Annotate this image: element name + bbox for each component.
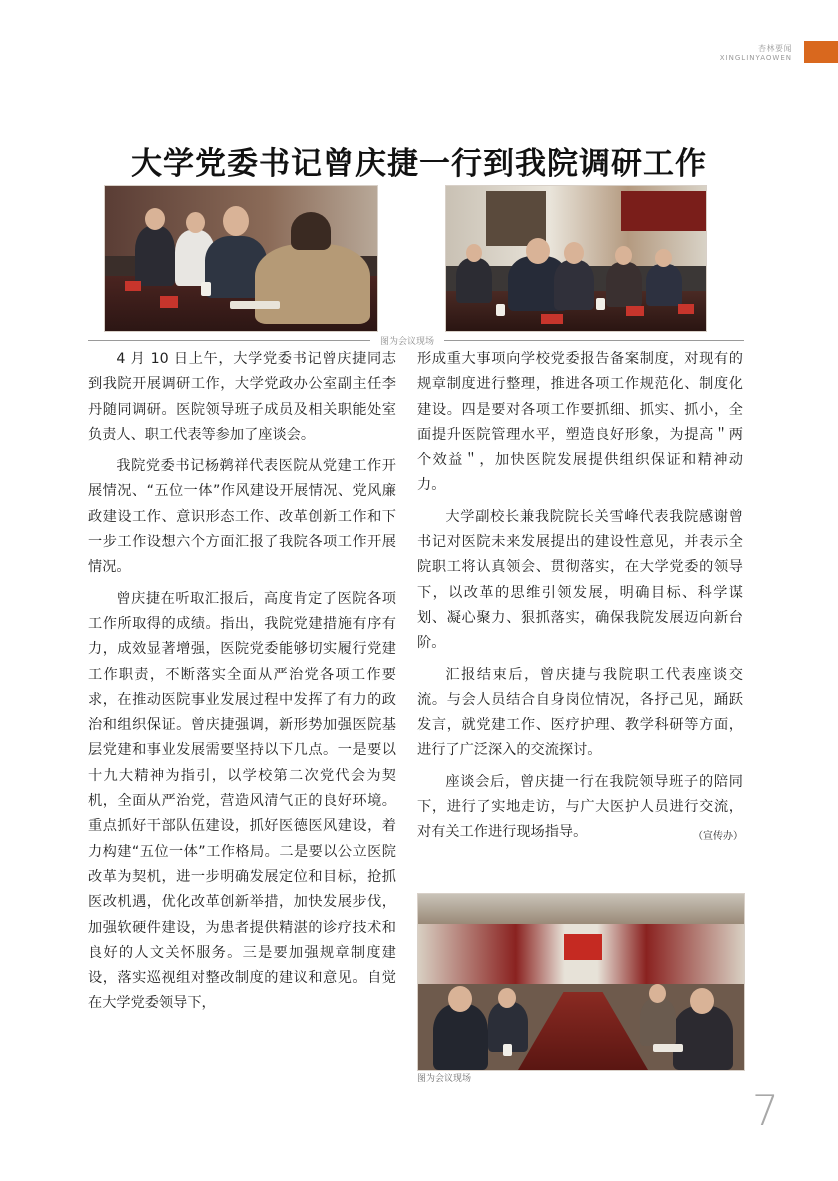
meeting-photo-bottom (417, 893, 745, 1071)
photo-caption-bottom: 图为会议现场 (417, 1074, 472, 1084)
paragraph (417, 770, 743, 846)
paragraph: 我院党委书记杨鹈祥代表医院从党建工作开展情况、“五位一体”作风建设开展情况、党风廉政建设工作、意识形态工作、改革创新工作和下一步工作设想六个方面汇报了我院各项工作开展情况。 (88, 458, 396, 576)
meeting-photo-right (445, 185, 707, 332)
paragraph-text: 座谈会后，曾庆捷一行在我院领导班子的陪同下，进行了实地走访，与广大医护人员进行交流，对有关工作进行现场指导。 (417, 773, 743, 841)
article-column-right (417, 347, 743, 850)
signature: （宣传办） (693, 831, 743, 843)
paragraph: 4 月 10 日上午，大学党委书记曾庆捷同志到我院开展调研工作，大学党政办公室副主任李丹随同调研。医院领导班子成员及相关职能处室负责人、职工代表等参加了座谈会。 (88, 351, 396, 443)
paragraph: 形成重大事项向学校党委报告备案制度，对现有的规章制度进行整理，推进各项工作规范化、制度化建设。四是要对各项工作要抓细、抓实、抓小，全面提升医院管理水平，塑造良好形象，为提高＂两个效益＂，加快医院发展提供组织保证和精神动力。 (417, 351, 743, 494)
article-title: 大学党委书记曾庆捷一行到我院调研工作 (131, 146, 707, 182)
magazine-name-en: XINGLINYAOWEN (719, 54, 792, 62)
page-number: 7 (752, 1086, 779, 1135)
article-column-left (88, 347, 396, 1023)
photo-caption-top: 图为会议现场 (379, 337, 434, 347)
header-accent-bar (804, 41, 838, 63)
magazine-name-zh: 杏林要闻 (758, 44, 792, 53)
caption-divider-left (88, 340, 370, 341)
paragraph: 曾庆捷在听取汇报后，高度肯定了医院各项工作所取得的成绩。指出，我院党建措施有序有力，成效显著增强，医院党委能够切实履行党建工作职责，不断落实全面从严治党各项工作要求，在推动医院事业发展过程中发挥了有力的政治和组织保证。曾庆捷强调，新形势加强医院基层党建和事业发展需要坚持以下几点。一是要以十九大精神为指引，以学校第二次党代会为契机，全面从严治党，营造风清气正的良好环境。重点抓好干部队伍建设，抓好医德医风建设，着力构建“五位一体”工作格局。二是要以公立医院改革为契机，进一步明确发展定位和目标，抢抓医改机遇，优化改革创新举措，加快发展步伐，加强软硬件建设，为患者提供精湛的诊疗技术和良好的人文关怀服务。三是要加强规章制度建设，落实巡视组对整改制度的建议和意见。自觉在大学党委领导下， (88, 590, 396, 1012)
paragraph: 大学副校长兼我院院长关雪峰代表我院感谢曾书记对医院未来发展提出的建设性意见，并表示全院职工将认真领会、贯彻落实，在大学党委的领导下，以改革的思维引领发展，明确目标、科学谋划、凝心聚力、狠抓落实，确保我院发展迈向新台阶。 (417, 508, 743, 652)
paragraph: 汇报结束后，曾庆捷与我院职工代表座谈交流。与会人员结合自身岗位情况，各抒己见，踊跃发言，就党建工作、医疗护理、教学科研等方面，进行了广泛深入的交流探讨。 (417, 666, 743, 759)
meeting-photo-left (104, 185, 378, 332)
caption-divider-right (444, 340, 744, 341)
